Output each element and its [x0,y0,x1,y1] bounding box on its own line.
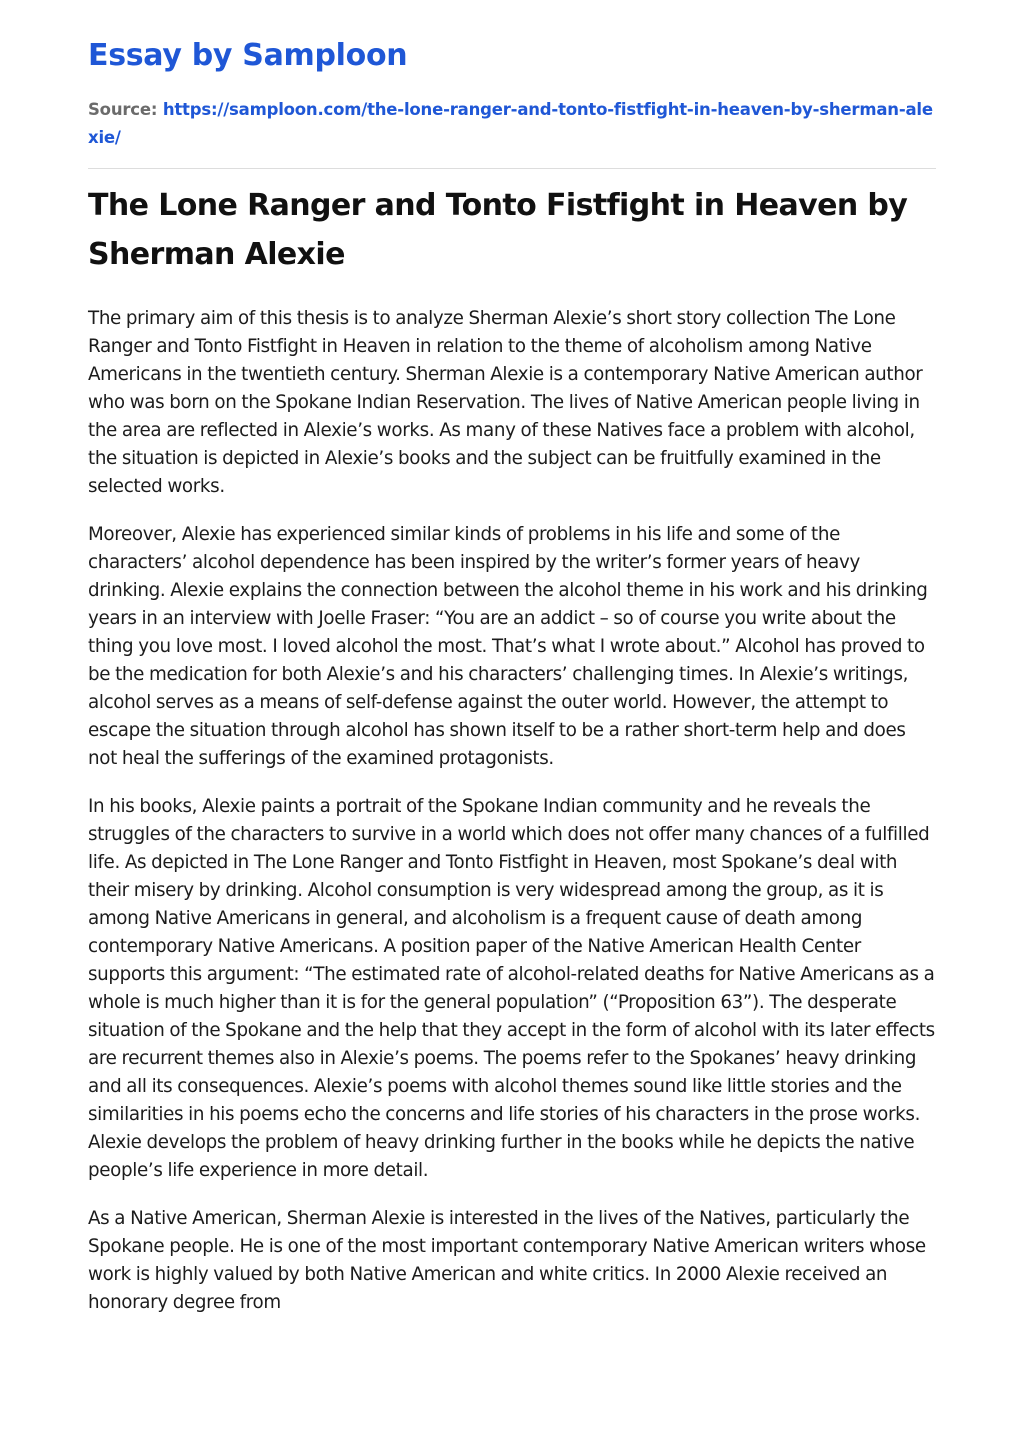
source-link[interactable]: https://samploon.com/the-lone-ranger-and-tonto-fistfight-in-heaven-by-sherman-alexie/ [88,100,933,147]
header-divider [88,168,936,169]
essay-page [88,34,936,1337]
essay-title: The Lone Ranger and Tonto Fistfight in Heaven by Sherman Alexie [88,188,908,272]
essay-paragraph: In his books, Alexie paints a portrait of the Spokane Indian community and he reveals the struggles of the characters to survive in a world which does not offer many chances of a fulfilled life. As depicted in The Lone Ranger and Tonto Fistfight in Heaven, most Spokane’s deal with their misery by drinking. Alcohol consumption is very widespread among the group, as it is among Native Americans in general, and alcoholism is a frequent cause of death among contemporary Native Americans. A position paper of the Native American Health Center supports this argument: “The estimated rate of alcohol-related deaths for Native Americans as a whole is much higher than it is for the general population” (“Proposition 63”). The desperate situation of the Spokane and the help that they accept in the form of alcohol with its later effects are recurrent themes also in Alexie’s poems. The poems refer to the Spokanes’ heavy drinking and all its consequences. Alexie’s poems with alcohol themes sound like little stories and the similarities in his poems echo the concerns and life stories of his characters in the prose works. Alexie develops the problem of heavy drinking further in the books while he depicts the native people’s life experience in more detail. [88,796,935,1181]
site-brand[interactable]: Essay by Samploon [88,38,408,73]
essay-paragraph: As a Native American, Sherman Alexie is interested in the lives of the Natives, particularly the Spokane people. He is one of the most important contemporary Native American writers whose work is highly valued by both Native American and white critics. In 2000 Alexie received an honorary degree from [88,1208,926,1313]
essay-paragraph: The primary aim of this thesis is to analyze Sherman Alexie’s short story collection The Lone Ranger and Tonto Fistfight in Heaven in relation to the theme of alcoholism among Native Americans in the twentieth century. Sherman Alexie is a contemporary Native American author who was born on the Spokane Indian Reservation. The lives of Native American people living in the area are reflected in Alexie’s works. As many of these Natives face a problem with alcohol, the situation is depicted in Alexie’s books and the subject can be fruitfully examined in the selected works. [88,308,923,497]
source-line [88,96,936,152]
essay-paragraph: Moreover, Alexie has experienced similar kinds of problems in his life and some of the characters’ alcohol dependence has been inspired by the writer’s former years of heavy drinking. Alexie explains the connection between the alcohol theme in his work and his drinking years in an interview with Joelle Fraser: “You are an addict – so of course you write about the thing you love most. I loved alcohol the most. That’s what I wrote about.” Alcohol has proved to be the medication for both Alexie’s and his characters’ challenging times. In Alexie’s writings, alcohol serves as a means of self-defense against the outer world. However, the attempt to escape the situation through alcohol has shown itself to be a rather short-term help and does not heal the sufferings of the examined protagonists. [88,524,928,769]
essay-body [88,305,936,1317]
source-label: Source: [88,100,158,119]
